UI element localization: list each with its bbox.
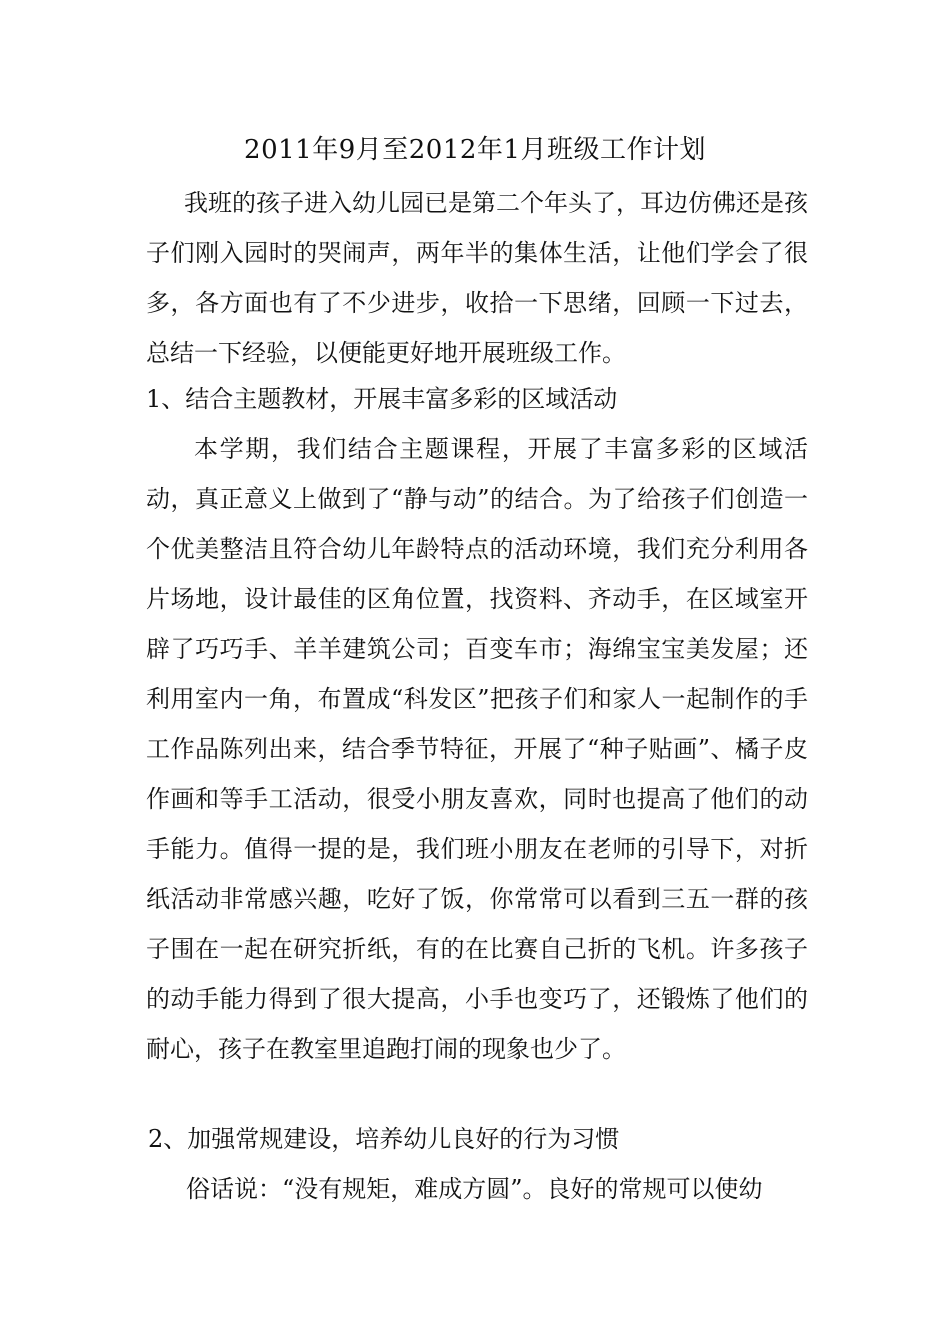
section-1-heading: 1、结合主题教材，开展丰富多彩的区域活动 xyxy=(146,385,618,413)
section-2-heading: 2、加强常规建设，培养幼儿良好的行为习惯 xyxy=(148,1125,620,1153)
document-title: 2011年9月至2012年1月班级工作计划 xyxy=(244,135,706,165)
section-1-paragraph: 本学期，我们结合主题课程，开展了丰富多彩的区域活动，真正意义上做到了“静与动”的结合。为了给孩子们创造一个优美整洁且符合幼儿年龄特点的活动环境，我们充分利用各片场地，设计最佳的区角位置，找资料、齐动手，在区域室开辟了巧巧手、羊羊建筑公司；百变车市；海绵宝宝美发屋；还利用室内一角，布置成“科发区”把孩子们和家人一起制作的手工作品陈列出来，结合季节特征，开展了“种子贴画”、橘子皮作画和等手工活动，很受小朋友喜欢，同时也提高了他们的动手能力。值得一提的是，我们班小朋友在老师的引导下，对折纸活动非常感兴趣，吃好了饭，你常常可以看到三五一群的孩子围在一起在研究折纸，有的在比赛自己折的飞机。许多孩子的动手能力得到了很大提高，小手也变巧了，还锻炼了他们的耐心，孩子在教室里追跑打闹的现象也少了。 xyxy=(146,435,808,1063)
intro-paragraph: 我班的孩子进入幼儿园已是第二个年头了，耳边仿佛还是孩子们刚入园时的哭闹声，两年半的集体生活，让他们学会了很多，各方面也有了不少进步，收拾一下思绪，回顾一下过去，总结一下经验，以便能更好地开展班级工作。 xyxy=(146,189,808,367)
section-2-paragraph: 俗话说：“没有规矩，难成方圆”。良好的常规可以使幼 xyxy=(186,1175,763,1203)
